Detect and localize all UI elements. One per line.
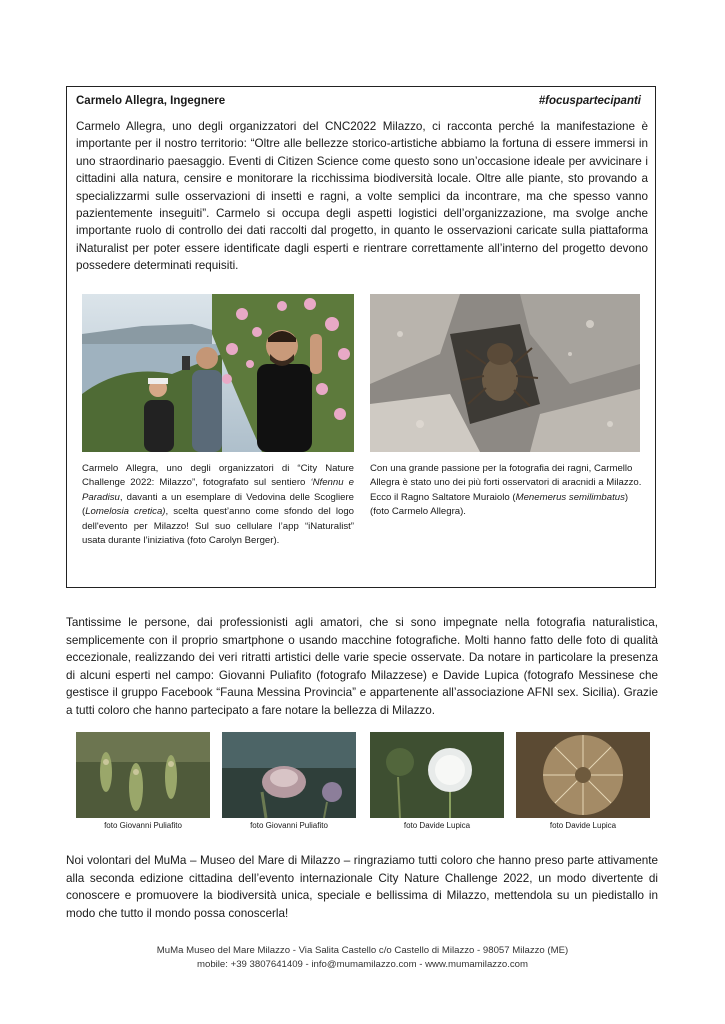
photo-credit: foto Davide Lupica [549,821,617,830]
participants-paragraph: Tantissime le persone, dai professionisti agli amatori, che si sono impegnate nella fotografia naturalistica, semplicemente con il proprio smartphone o usando macchine fotografiche. Molti hanno fatto delle foto di qualità eccezionale, realizzando dei veri ritratti artistici delle varie specie osservate. Da notare in particolare la presenza di alcuni esperti nel campo: Giovanni Puliafito (fotografo Milazzese) e Davide Lupica (fotografo Messinese che gestisce il gruppo Facebook “Fauna Messina Provincia” e appartenente all’associazione AFNI sex. Sicilia). Grazie a tutti coloro che hanno partecipato a fare notare la bellezza di Milazzo. [66,616,658,717]
photo-credit: foto Giovanni Puliafito [250,821,328,830]
thumb-flower-photo [222,732,356,818]
spider-caption: Con una grande passione per la fotografia dei ragni, Carmello Allegra è stato uno dei più forti osservatori di aracnidi a Milazzo. Ecco il Ragno Saltatore Muraiolo (Menemerus semilimbatus) (foto Carmelo Allegra). [370,463,642,518]
thumb-seedhead-photo [516,732,650,818]
hashtag: #focuspartecipanti [538,95,641,107]
thumb-dandelion-photo [370,732,504,818]
portrait-caption: Carmelo Allegra, uno degli organizzatori di “City Nature Challenge 2022: Milazzo”, fotografato sul sentiero ‘Nfennu e Paradisu, davanti a un esemplare di Vedovina delle Scogliere (Lomelosia cretica), scelta quest’anno come sfondo del logo dell'evento per Milazzo! Sul suo cellulare l’app “iNaturalist” usata durante l’iniziativa (foto Carolyn Berger). [82,463,354,547]
photo-credit: foto Giovanni Puliafito [104,821,182,830]
participant-name: Carmelo Allegra, Ingegnere [76,95,226,107]
carmelo-portrait-photo [82,294,354,452]
footer-address: MuMa Museo del Mare Milazzo - Via Salita Castello c/o Castello di Milazzo - 98057 Milazzo (ME) [156,945,569,956]
photo-credit: foto Davide Lupica [403,821,471,830]
spider-photo [370,294,640,452]
thumb-plant-photo [76,732,210,818]
footer-contacts: mobile: +39 3807641409 - info@mumamilazzo.com - www.mumamilazzo.com [197,959,528,970]
intro-paragraph: Carmelo Allegra, uno degli organizzatori del CNC2022 Milazzo, ci racconta perché la manifestazione è importante per il nostro territorio: “Oltre alle bellezze storico-artistiche abbiamo la fortuna di essere immersi in uno straordinario paesaggio. Eventi di Citizen Science come questo sono un’occasione ideale per avvicinare i cittadini alla natura, censire e monitorare la ricchissima biodiversità locale. Oltre alle piante, sto provando a specializzarmi sulle osservazioni di insetti e ragni, a volte semplici da incontrare, ma che spesso vanno pazientemente inseguiti”. Carmelo si occupa degli aspetti logistici dell’organizzazione, ma svolge anche importante ruolo di controllo dei dati raccolti dal progetto, in quanto le osservazioni caricate sulla piattaforma iNaturalist per poter essere identificate dagli esperti e rientrare correttamente all’interno del progetto devono possedere determinati requisiti. [76,120,648,273]
closing-paragraph: Noi volontari del MuMa – Museo del Mare di Milazzo – ringraziamo tutti coloro che hanno preso parte attivamente alla seconda edizione cittadina dell’evento internazionale City Nature Challenge 2022, un modo divertente di conoscere e promuovere la biodiversità unica, speciale e bellissima di Milazzo, mettendola su un piedistallo in modo che tutto il mondo possa conoscerla! [66,854,658,920]
